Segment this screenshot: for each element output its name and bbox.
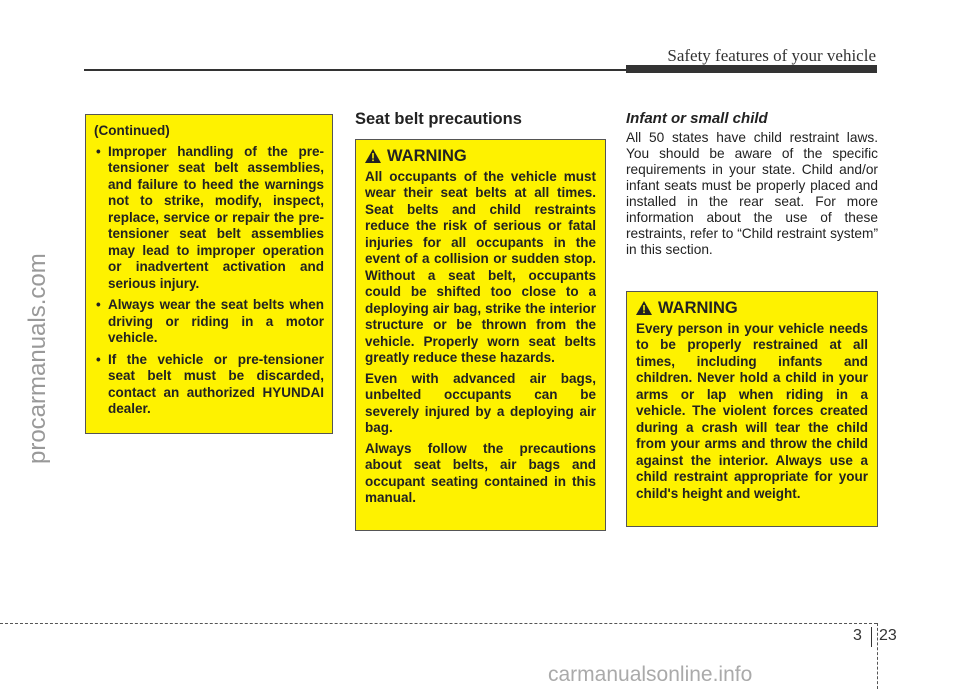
- warning-header: [365, 148, 596, 165]
- list-item: • Always wear the seat belts when driving or riding in a motor vehicle.: [96, 297, 324, 345]
- page-header-title: Safety features of your vehicle: [667, 46, 876, 65]
- bullet-icon: •: [96, 297, 101, 312]
- continued-warning-box: [85, 114, 333, 434]
- warning-triangle-icon: [636, 301, 652, 315]
- bullet-icon: •: [96, 351, 101, 367]
- page-number-divider: [871, 627, 872, 647]
- warning-label: WARNING: [658, 299, 738, 317]
- warning-label: WARNING: [387, 147, 467, 165]
- list-item: • If the vehicle or pre-tensioner seat belt must be discarded, contact an authorized HYUNDAI dealer.: [96, 351, 324, 416]
- warning-text: Every person in your vehicle needs to be properly restrained at all times, including infants and children. Never hold a child in your arms or lap when riding in a vehicle. The violent forces created during a crash will tear the child from your arms and throw the child against the interior. Always use a child restraint appropriate for your child's height and weight.: [636, 320, 868, 501]
- continued-heading: (Continued): [94, 123, 170, 138]
- warning-triangle-icon: [365, 149, 381, 163]
- warning-text: Always follow the precautions about seat belts, air bags and occupant seating contained in this manual.: [365, 440, 596, 505]
- infant-subheading: Infant or small child: [626, 110, 768, 127]
- section-title: Seat belt precautions: [355, 110, 522, 128]
- chapter-number: 3: [853, 627, 862, 644]
- continued-list: [94, 144, 324, 418]
- bullet-icon: •: [96, 143, 101, 159]
- warning-header: [636, 300, 868, 317]
- warning-text: Even with advanced air bags, unbelted occupants can be severely injured by a deploying air bag.: [365, 370, 596, 435]
- page-number: 23: [879, 627, 897, 644]
- footer-rule-vertical: [877, 623, 878, 689]
- infant-body-text: All 50 states have child restraint laws. You should be aware of the specific requirements in your state. Child and/or infant seats must be properly placed and installed in the rear seat. For more information about the use of these restraints, refer to “Child restraint system” in this section.: [626, 130, 878, 257]
- watermark-left: procarmanuals.com: [24, 253, 51, 464]
- list-item: • Improper handling of the pre-tensioner seat belt assemblies, and failure to heed the warnings not to strike, modify, inspect, replace, service or repair the pre-tensioner seat belt assemblies may lead to improper operation or inadvertent activation and serious injury.: [96, 143, 324, 291]
- warning-box-seat-belts: [355, 139, 606, 531]
- warning-box-child: [626, 291, 878, 527]
- header-rule-accent: [626, 65, 877, 73]
- footer-rule: [0, 623, 877, 624]
- watermark-bottom: carmanualsonline.info: [548, 663, 753, 686]
- warning-text: All occupants of the vehicle must wear their seat belts at all times. Seat belts and child restraints reduce the risk of serious or fatal injuries for all occupants in the event of a collision or sudden stop. Without a seat belt, occupants could be shifted too close to a deploying air bag, strike the interior structure or be thrown from the vehicle. Properly worn seat belts greatly reduce these hazards.: [365, 168, 596, 365]
